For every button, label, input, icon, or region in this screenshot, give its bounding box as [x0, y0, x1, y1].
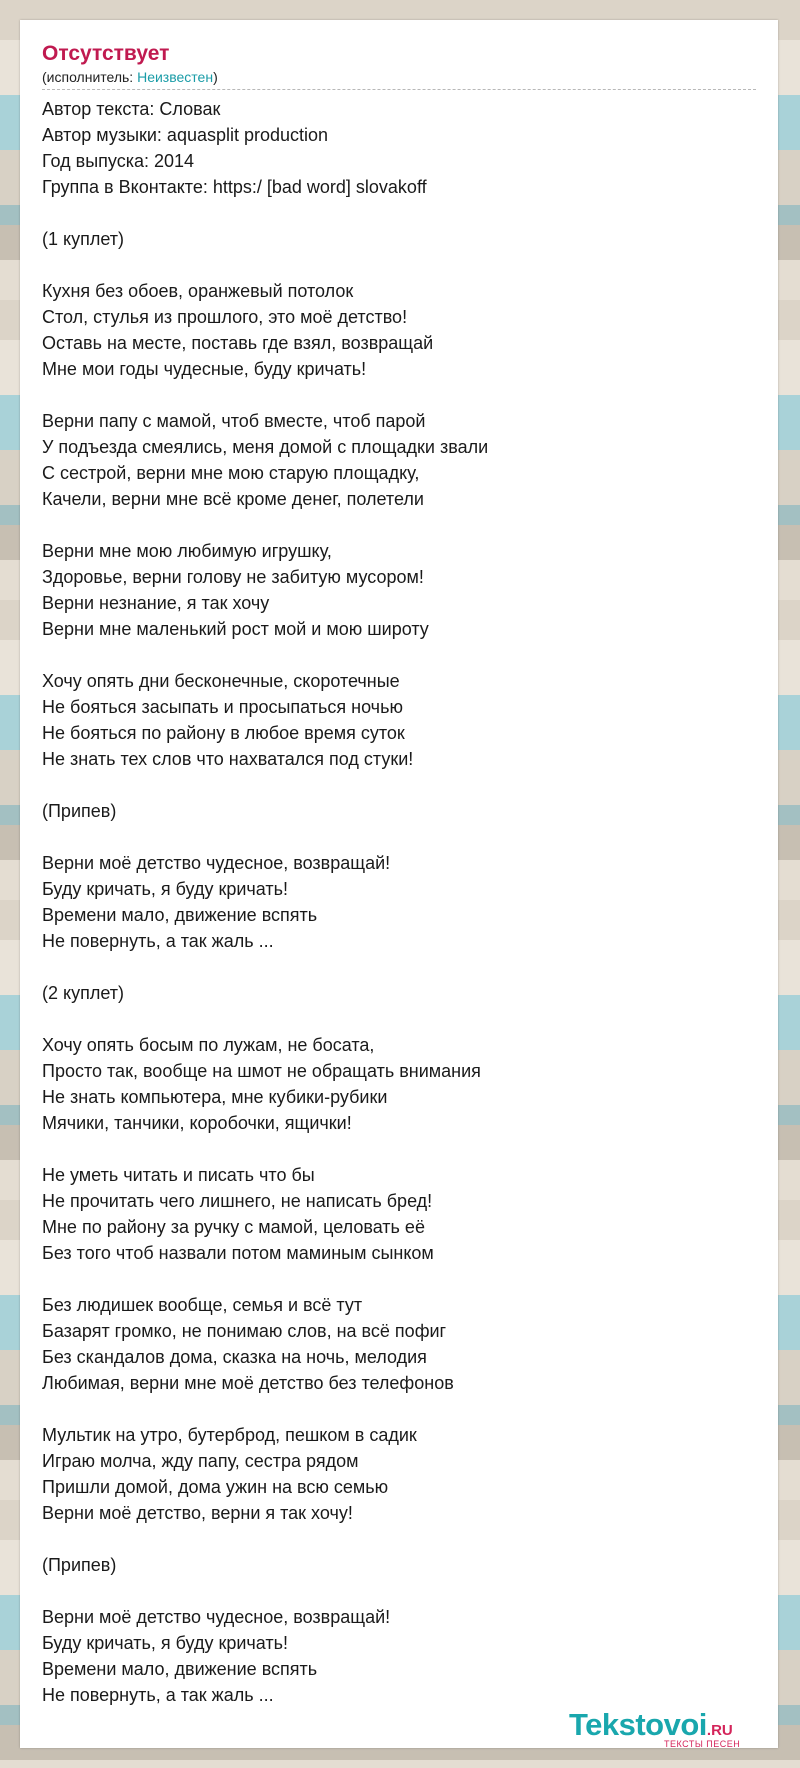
song-title: Отсутствует — [42, 42, 170, 65]
lyrics-line: Здоровье, верни голову не забитую мусором! — [42, 567, 424, 587]
lyrics-line: Верни незнание, я так хочу — [42, 593, 270, 613]
lyrics-blank-line — [42, 1136, 756, 1162]
lyrics-line: Буду кричать, я буду кричать! — [42, 879, 289, 899]
lyrics-line: Верни моё детство, верни я так хочу! — [42, 1503, 353, 1523]
lyrics-line: Времени мало, движение вспять — [42, 905, 318, 925]
lyrics-text — [42, 96, 756, 1708]
lyrics-line: Автор музыки: aquasplit production — [42, 125, 329, 145]
lyrics-line: Верни мне мою любимую игрушку, — [42, 541, 332, 561]
lyrics-line: Мячики, танчики, коробочки, ящички! — [42, 1113, 352, 1133]
lyrics-blank-line — [42, 772, 756, 798]
lyrics-line: (1 куплет) — [42, 229, 124, 249]
lyrics-line: Верни моё детство чудесное, возвращай! — [42, 853, 391, 873]
lyrics-line: Любимая, верни мне моё детство без телефонов — [42, 1373, 454, 1393]
lyrics-blank-line — [42, 382, 756, 408]
lyrics-blank-line — [42, 642, 756, 668]
logo-wordmark: Tekstovoi — [569, 1707, 707, 1742]
lyrics-line: Без скандалов дома, сказка на ночь, мелодия — [42, 1347, 427, 1367]
lyrics-line: Верни моё детство чудесное, возвращай! — [42, 1607, 391, 1627]
lyrics-line: Автор текста: Словак — [42, 99, 221, 119]
lyrics-line: Времени мало, движение вспять — [42, 1659, 318, 1679]
lyrics-line: Год выпуска: 2014 — [42, 151, 195, 171]
performer-suffix: ) — [213, 69, 218, 85]
lyrics-line: Играю молча, жду папу, сестра рядом — [42, 1451, 359, 1471]
lyrics-line: (Припев) — [42, 1555, 117, 1575]
logo-domain: .RU — [706, 1722, 733, 1739]
lyrics-line: Группа в Вконтакте: https:/ [bad word] slovakoff — [42, 177, 427, 197]
lyrics-line: Не бояться засыпать и просыпаться ночью — [42, 697, 403, 717]
lyrics-line: Не прочитать чего лишнего, не написать бред! — [42, 1191, 433, 1211]
lyrics-line: Без людишек вообще, семья и всё тут — [42, 1295, 363, 1315]
lyrics-line: (Припев) — [42, 801, 117, 821]
lyrics-line: Не знать компьютера, мне кубики-рубики — [42, 1087, 388, 1107]
performer-link[interactable]: Неизвестен — [137, 69, 214, 85]
lyrics-blank-line — [42, 1578, 756, 1604]
lyrics-line: Мне по району за ручку с мамой, целовать её — [42, 1217, 425, 1237]
lyrics-line: Качели, верни мне всё кроме денег, полетели — [42, 489, 424, 509]
lyrics-line: Мне мои годы чудесные, буду кричать! — [42, 359, 367, 379]
lyrics-line: С сестрой, верни мне мою старую площадку, — [42, 463, 420, 483]
lyrics-line: Буду кричать, я буду кричать! — [42, 1633, 289, 1653]
lyrics-blank-line — [42, 1266, 756, 1292]
lyrics-line: Не повернуть, а так жаль ... — [42, 931, 274, 951]
lyrics-line: Верни папу с мамой, чтоб вместе, чтоб парой — [42, 411, 426, 431]
lyrics-line: Не знать тех слов что нахватался под стуки! — [42, 749, 414, 769]
lyrics-line: Кухня без обоев, оранжевый потолок — [42, 281, 354, 301]
lyrics-blank-line — [42, 252, 756, 278]
lyrics-blank-line — [42, 824, 756, 850]
lyrics-line: Пришли домой, дома ужин на всю семью — [42, 1477, 389, 1497]
lyrics-line: Просто так, вообще на шмот не обращать внимания — [42, 1061, 481, 1081]
lyrics-blank-line — [42, 1006, 756, 1032]
lyrics-blank-line — [42, 954, 756, 980]
header-divider — [42, 89, 756, 90]
logo-subtitle: ТЕКСТЫ ПЕСЕН — [664, 1739, 741, 1749]
song-header — [42, 42, 756, 90]
lyrics-line: Мультик на утро, бутерброд, пешком в садик — [42, 1425, 417, 1445]
lyrics-line: Оставь на месте, поставь где взял, возвращай — [42, 333, 434, 353]
performer-prefix: (исполнитель: — [42, 69, 138, 85]
lyrics-blank-line — [42, 1396, 756, 1422]
lyrics-blank-line — [42, 200, 756, 226]
lyrics-blank-line — [42, 1526, 756, 1552]
lyrics-line: Не бояться по району в любое время суток — [42, 723, 405, 743]
lyrics-line: Базарят громко, не понимаю слов, на всё пофиг — [42, 1321, 447, 1341]
lyrics-line: У подъезда смеялись, меня домой с площадки звали — [42, 437, 489, 457]
content-panel — [20, 20, 778, 1748]
lyrics-line: Хочу опять босым по лужам, не босата, — [42, 1035, 375, 1055]
site-logo[interactable] — [569, 1709, 769, 1749]
lyrics-line: Без того чтоб назвали потом маминым сынком — [42, 1243, 434, 1263]
lyrics-line: Не уметь читать и писать что бы — [42, 1165, 315, 1185]
lyrics-line: Верни мне маленький рост мой и мою широту — [42, 619, 429, 639]
lyrics-line: Хочу опять дни бесконечные, скоротечные — [42, 671, 400, 691]
lyrics-blank-line — [42, 512, 756, 538]
performer-line — [42, 68, 756, 86]
lyrics-line: Стол, стулья из прошлого, это моё детство! — [42, 307, 408, 327]
lyrics-line: Не повернуть, а так жаль ... — [42, 1685, 274, 1705]
lyrics-line: (2 куплет) — [42, 983, 124, 1003]
